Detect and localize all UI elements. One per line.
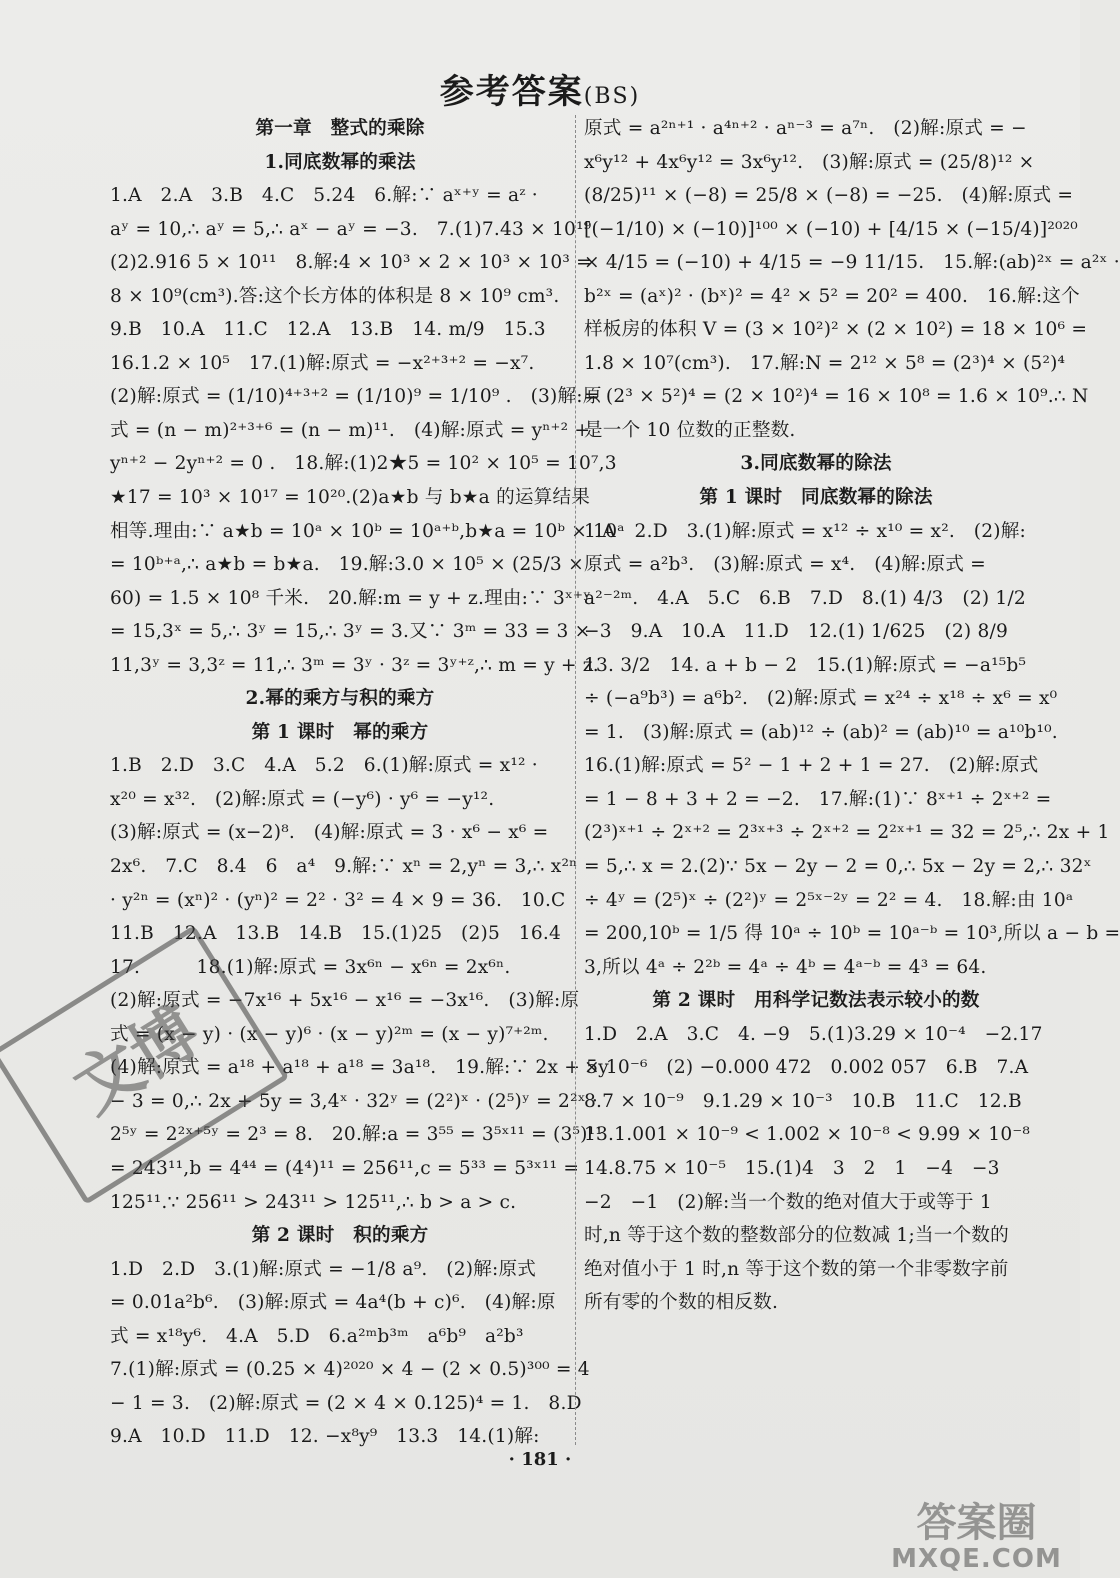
answer-line: 2x⁶. 7.C 8.4 6 a⁴ 9.解:∵ xⁿ = 2,yⁿ = 3,∴ x²ⁿ (110, 856, 578, 878)
answer-line: yⁿ⁺² − 2yⁿ⁺² = 0 . 18.解:(1)2★5 = 10² × 10⁵ = 10⁷,3 (110, 453, 617, 475)
answer-line: 11.B 12.A 13.B 14.B 15.(1)25 (2)5 16.4 (110, 923, 561, 945)
answer-line: 绝对值小于 1 时,n 等于这个数的第一个非零数字前 (584, 1258, 1009, 1280)
right-column (584, 112, 1120, 1320)
answer-line: = 0.01a²b⁶. (3)解:原式 = 4a⁴(b + c)⁶. (4)解:原 (110, 1292, 556, 1314)
stamp: 文博 (0, 925, 289, 1205)
section-heading: 1.同底数幂的乘法 (264, 151, 416, 173)
answer-line: 13.1.001 × 10⁻⁹ < 1.002 × 10⁻⁸ < 9.99 × 10⁻⁸ (584, 1124, 1031, 1146)
answer-line: ÷ 4ʸ = (2⁵)ˣ ÷ (2²)ʸ = 2⁵ˣ⁻²ʸ = 2² = 4. 18.解:由 10ᵃ (584, 889, 1074, 911)
answer-line: = 1. (3)解:原式 = (ab)¹² ÷ (ab)² = (ab)¹⁰ = a¹⁰b¹⁰. (584, 721, 1058, 743)
answer-line: a²⁻²ᵐ. 4.A 5.C 6.B 7.D 8.(1) 4/3 (2) 1/2 (584, 587, 1026, 609)
section-heading: 第 2 课时 用科学记数法表示较小的数 (652, 990, 980, 1012)
section-heading: 3.同底数幂的除法 (740, 453, 892, 475)
answer-line: 1.8 × 10⁷(cm³). 17.解:N = 2¹² × 5⁸ = (2³)⁴ × (5²)⁴ (584, 352, 1066, 374)
answer-line: − 3 = 0,∴ 2x + 5y = 3,4ˣ · 32ʸ = (2²)ˣ · (2⁵)ʸ = 2²ˣ · (110, 1090, 599, 1112)
answer-line: 8 × 10⁹(cm³).答:这个长方体的体积是 8 × 10⁹ cm³. (110, 285, 560, 307)
page-title (0, 64, 1080, 113)
title-main: 参考答案 (439, 72, 584, 112)
answer-line: 13. 3/2 14. a + b − 2 15.(1)解:原式 = −a¹⁵b⁵ (584, 654, 1027, 676)
answer-line: = (2³ × 5²)⁴ = (2 × 10²)⁴ = 16 × 10⁸ = 1.6 × 10⁹.∴ N (584, 386, 1089, 408)
answer-line: 11,3ʸ = 3,3ᶻ = 11,∴ 3ᵐ = 3ʸ · 3ᶻ = 3ʸ⁺ᶻ,∴ m = y + z. (110, 654, 599, 676)
answer-line: 所有零的个数的相反数. (584, 1292, 779, 1314)
answer-line: 式 = (x − y) · (x − y)⁶ · (x − y)²ᵐ = (x − y)⁷⁺²ᵐ. (110, 1023, 549, 1045)
answer-line: aʸ = 10,∴ aʸ = 5,∴ aˣ − aʸ = −3. 7.(1)7.43 × 10¹⁹ (110, 218, 592, 240)
answer-line: (3)解:原式 = (x−2)⁸. (4)解:原式 = 3 · x⁶ − x⁶ = (110, 822, 549, 844)
answer-line: (4)解:原式 = a¹⁸ + a¹⁸ + a¹⁸ = 3a¹⁸. 19.解:∵ 2x + 5y (110, 1057, 609, 1079)
answer-line: = 5,∴ x = 2.(2)∵ 5x − 2y − 2 = 0,∴ 5x − 2y = 2,∴ 32ˣ (584, 856, 1092, 878)
answer-line: 原式 = a²b³. (3)解:原式 = x⁴. (4)解:原式 = (584, 554, 986, 576)
title-suffix: (BS) (583, 84, 641, 109)
section-heading: 第一章 整式的乘除 (255, 118, 425, 139)
page-number: · 181 · (508, 1449, 572, 1470)
answer-line: ★17 = 10³ × 10¹⁷ = 10²⁰.(2)a★b 与 b★a 的运算结果 (110, 487, 591, 509)
answer-line: 样板房的体积 V = (3 × 10²)² × (2 × 10²) = 18 × 10⁶ = (584, 319, 1088, 341)
answer-line: 1.D 2.D 3.(1)解:原式 = −1/8 a⁹. (2)解:原式 (110, 1258, 537, 1280)
answer-line: · y²ⁿ = (xⁿ)² · (yⁿ)² = 2² · 3² = 4 × 9 = 36. 10.C (110, 889, 566, 911)
answer-line: 1.B 2.D 3.C 4.A 5.2 6.(1)解:原式 = x¹² · (110, 755, 538, 777)
answer-line: = 200,10ᵇ = 1/5 得 10ᵃ ÷ 10ᵇ = 10ᵃ⁻ᵇ = 10³,所以 a − b = (584, 923, 1120, 945)
answer-line: × 10⁻⁶ (2) −0.000 472 0.002 057 6.B 7.A (584, 1057, 1029, 1079)
answer-line: 8.7 × 10⁻⁹ 9.1.29 × 10⁻³ 10.B 11.C 12.B (584, 1090, 1022, 1112)
answer-line: 7.(1)解:原式 = (0.25 × 4)²⁰²⁰ × 4 − (2 × 0.5)³⁰⁰ = 4 (110, 1359, 590, 1381)
answer-line: − 1 = 3. (2)解:原式 = (2 × 4 × 0.125)⁴ = 1. 8.D (110, 1392, 582, 1414)
answer-line: ÷ (−a⁹b³) = a⁶b². (2)解:原式 = x²⁴ ÷ x¹⁸ ÷ x⁶ = x⁰ (584, 688, 1058, 710)
answer-line: 125¹¹.∵ 256¹¹ > 243¹¹ > 125¹¹,∴ b > a > c. (110, 1191, 517, 1213)
answer-line: = 243¹¹,b = 4⁴⁴ = (4⁴)¹¹ = 256¹¹,c = 5³³ = 5³ˣ¹¹ = (110, 1157, 580, 1179)
answer-line: (8/25)¹¹ × (−8) = 25/8 × (−8) = −25. (4)解:原式 = (584, 185, 1074, 207)
watermark-url: MXQE.COM (891, 1544, 1062, 1574)
answer-line: = 1 − 8 + 3 + 2 = −2. 17.解:(1)∵ 8ˣ⁺¹ ÷ 2ˣ⁺² = (584, 788, 1052, 810)
answer-line: 原式 = a²ⁿ⁺¹ · a⁴ⁿ⁺² · aⁿ⁻³ = a⁷ⁿ. (2)解:原式 = − (584, 118, 1027, 139)
answer-line: x⁶y¹² + 4x⁶y¹² = 3x⁶y¹². (3)解:原式 = (25/8)¹² × (584, 151, 1035, 173)
site-watermark (889, 1500, 1064, 1572)
answer-line: (2)解:原式 = (1/10)⁴⁺³⁺² = (1/10)⁹ = 1/10⁹ . (3)解:原 (110, 386, 602, 408)
answer-line: b²ˣ = (aˣ)² · (bˣ)² = 4² × 5² = 20² = 400. 16.解:这个 (584, 285, 1080, 307)
section-heading: 第 1 课时 幂的乘方 (251, 721, 429, 743)
answer-line: × 4/15 = (−10) + 4/15 = −9 11/15. 15.解:(ab)²ˣ = a²ˣ · (584, 252, 1120, 274)
column-divider (575, 115, 576, 1445)
answer-line: [(−1/10) × (−10)]¹⁰⁰ × (−10) + [4/15 × (−15/4)]²⁰²⁰ (584, 218, 1078, 240)
answer-line: (2³)ˣ⁺¹ ÷ 2ˣ⁺² = 2³ˣ⁺³ ÷ 2ˣ⁺² = 2²ˣ⁺¹ = 32 = 2⁵,∴ 2x + 1 (584, 822, 1110, 844)
answer-line: 式 = x¹⁸y⁶. 4.A 5.D 6.a²ᵐb³ᵐ a⁶b⁹ a²b³ (110, 1325, 524, 1347)
answer-line: = 10ᵇ⁺ᵃ,∴ a★b = b★a. 19.解:3.0 × 10⁵ × (25/3 × (110, 554, 584, 576)
answer-line: 16.1.2 × 10⁵ 17.(1)解:原式 = −x²⁺³⁺² = −x⁷. (110, 352, 535, 374)
answer-line: 1.A 2.D 3.(1)解:原式 = x¹² ÷ x¹⁰ = x². (2)解: (584, 520, 1026, 542)
answer-line: 相等.理由:∵ a★b = 10ᵃ × 10ᵇ = 10ᵃ⁺ᵇ,b★a = 10ᵇ × 10ᵃ (110, 520, 625, 542)
answer-line: 式 = (n − m)²⁺³⁺⁶ = (n − m)¹¹. (4)解:原式 = yⁿ⁺² + (110, 419, 591, 441)
answer-line: = 15,3ˣ = 5,∴ 3ʸ = 15,∴ 3ʸ = 3.又∵ 3ᵐ = 33 = 3 × (110, 621, 591, 643)
answer-line: −3 9.A 10.A 11.D 12.(1) 1/625 (2) 8/9 (584, 621, 1008, 643)
watermark-logo-text: 答案圈 (916, 1500, 1037, 1546)
answer-line: 17. 18.(1)解:原式 = 3x⁶ⁿ − x⁶ⁿ = 2x⁶ⁿ. (110, 956, 511, 978)
answer-line: 60) = 1.5 × 10⁸ 千米. 20.解:m = y + z.理由:∵ 3ˣ⁺ʸ (110, 587, 592, 609)
answer-line: 2⁵ʸ = 2²ˣ⁺⁵ʸ = 2³ = 8. 20.解:a = 3⁵⁵ = 3⁵ˣ¹¹ = (3⁵)¹¹ (110, 1124, 603, 1146)
answer-line: x²⁰ = x³². (2)解:原式 = (−y⁶) · y⁶ = −y¹². (110, 788, 495, 810)
section-heading: 第 2 课时 积的乘方 (251, 1225, 429, 1247)
answer-line: 1.D 2.A 3.C 4. −9 5.(1)3.29 × 10⁻⁴ −2.17 (584, 1023, 1043, 1045)
answer-line: 16.(1)解:原式 = 5² − 1 + 2 + 1 = 27. (2)解:原式 (584, 755, 1039, 777)
answer-line: 1.A 2.A 3.B 4.C 5.24 6.解:∵ aˣ⁺ʸ = aᶻ · (110, 185, 538, 207)
answer-line: −2 −1 (2)解:当一个数的绝对值大于或等于 1 (584, 1191, 992, 1213)
section-heading: 2.幂的乘方与积的乘方 (245, 688, 435, 710)
left-column (110, 112, 625, 1454)
answer-line: (2)2.916 5 × 10¹¹ 8.解:4 × 10³ × 2 × 10³ × 10³ = (110, 252, 592, 274)
answer-line: 14.8.75 × 10⁻⁵ 15.(1)4 3 2 1 −4 −3 (584, 1157, 1000, 1179)
answer-line: 3,所以 4ᵃ ÷ 2²ᵇ = 4ᵃ ÷ 4ᵇ = 4ᵃ⁻ᵇ = 4³ = 64. (584, 956, 987, 978)
answer-line: 时,n 等于这个数的整数部分的位数减 1;当一个数的 (584, 1225, 1009, 1247)
answer-line: 9.A 10.D 11.D 12. −x⁸y⁹ 13.3 14.(1)解: (110, 1426, 540, 1448)
answer-line: 9.B 10.A 11.C 12.A 13.B 14. m/9 15.3 (110, 319, 546, 341)
section-heading: 第 1 课时 同底数幂的除法 (699, 487, 933, 509)
answer-line: 是一个 10 位数的正整数. (584, 419, 796, 441)
answer-line: (2)解:原式 = −7x¹⁶ + 5x¹⁶ − x¹⁶ = −3x¹⁶. (3)解:原 (110, 990, 580, 1012)
